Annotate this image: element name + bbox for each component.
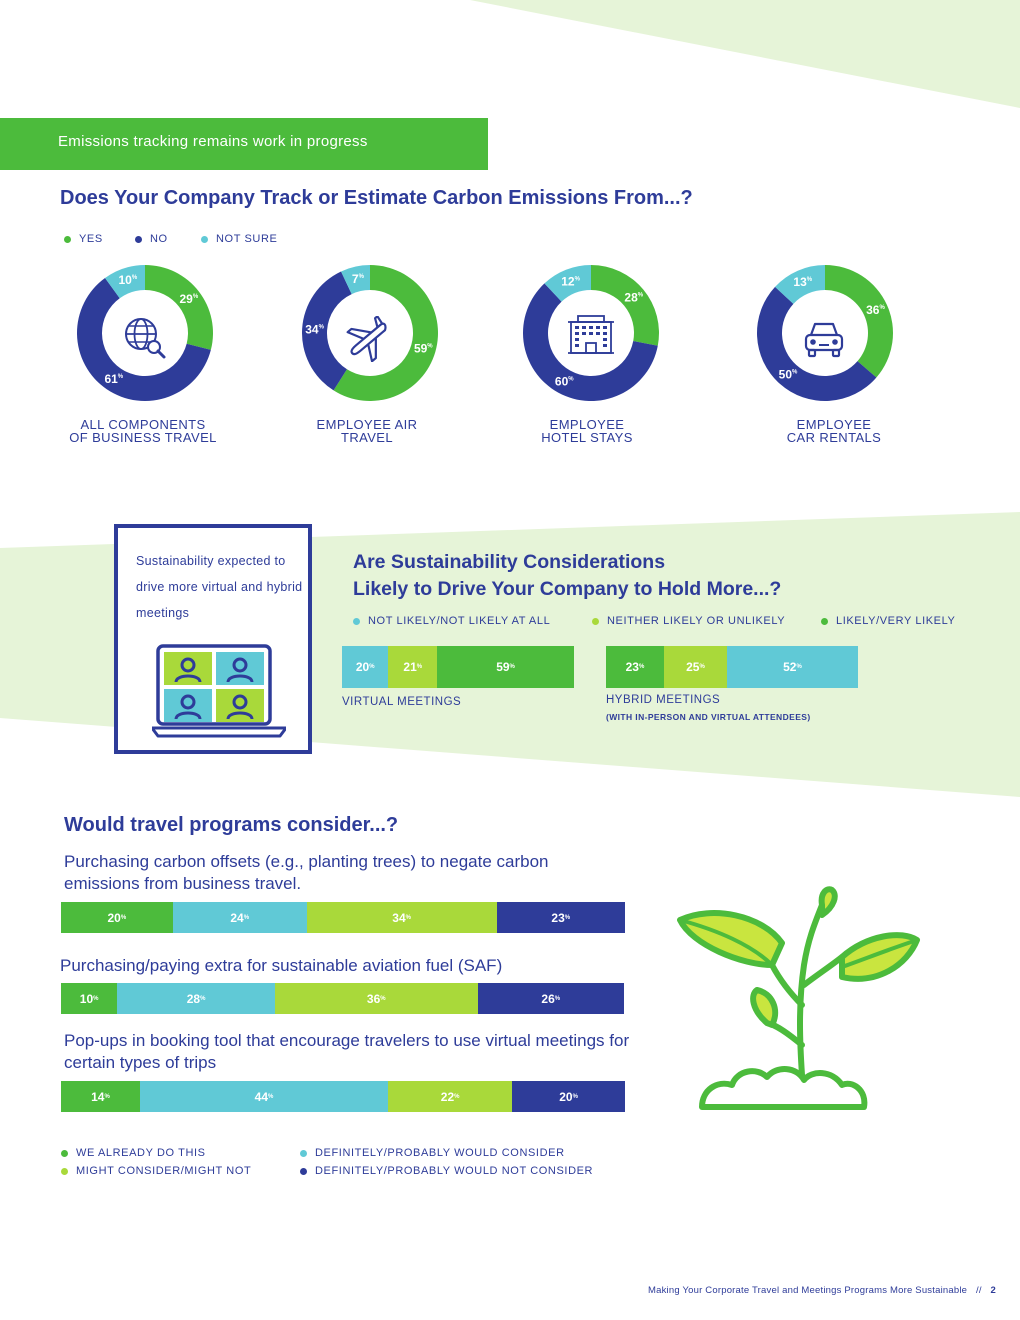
donut-label-line: CAR RENTALS [786, 430, 882, 445]
legend-dot [61, 1150, 68, 1157]
bar-segment: 20 % [61, 902, 173, 933]
legend-label: DEFINITELY/PROBABLY WOULD CONSIDER [315, 1147, 565, 1159]
section1-title: Does Your Company Track or Estimate Carbon Emissions From...? [60, 187, 693, 209]
hybrid-meetings-bar [606, 646, 858, 688]
legend-dot [61, 1168, 68, 1175]
question-popups: Pop-ups in booking tool that encourage travelers to use virtual meetings for certain types of trips [64, 1031, 630, 1072]
bar-segment: 59 % [437, 646, 574, 688]
legend-not-likely [353, 615, 550, 627]
footer-separator: // [975, 1285, 982, 1296]
virtual-meetings-bar [342, 646, 574, 688]
donut-value-label: 10% [118, 273, 138, 288]
section2-title-line: Likely to Drive Your Company to Hold More...? [353, 578, 782, 600]
legend-would-not-consider [300, 1165, 593, 1177]
hybrid-meetings-sublabel: (WITH IN-PERSON AND VIRTUAL ATTENDEES) [606, 712, 811, 722]
callout-box [114, 524, 312, 754]
legend-dot [135, 236, 142, 243]
legend-label: NOT LIKELY/NOT LIKELY AT ALL [368, 615, 551, 627]
legend-label: YES [79, 233, 103, 245]
bar-segment: 26 % [478, 983, 624, 1014]
donut-value-label: 50% [778, 367, 798, 382]
banner-text: Emissions tracking remains work in progress [58, 133, 368, 150]
bar-segment: 21 % [388, 646, 437, 688]
bar-segment: 52 % [727, 646, 858, 688]
bar-segment: 36 % [275, 983, 478, 1014]
virtual-meetings-label: VIRTUAL MEETINGS [342, 696, 462, 708]
donut-label-car-rentals [763, 418, 905, 444]
donut-label-line: TRAVEL [340, 430, 393, 445]
legend-no [135, 233, 168, 245]
bar-segment: 10 % [61, 983, 117, 1014]
legend-label: NOT SURE [216, 233, 278, 245]
bar-segment: 44 % [140, 1081, 388, 1112]
legend-label: WE ALREADY DO THIS [76, 1147, 206, 1159]
hybrid-meetings-label: HYBRID MEETINGS [606, 694, 721, 706]
page-footer [648, 1285, 996, 1296]
bar-segment: 28 % [117, 983, 275, 1014]
legend-label: NEITHER LIKELY OR UNLIKELY [607, 615, 786, 627]
donut-value-label: 59% [413, 341, 433, 356]
bar-segment: 23 % [606, 646, 664, 688]
donut-label-all-components [60, 418, 226, 444]
legend-dot [821, 618, 828, 625]
donut-label-air-travel [296, 418, 438, 444]
donut-value-label: 61% [104, 371, 124, 386]
donut-label-line: EMPLOYEE [549, 417, 625, 432]
legend-label: DEFINITELY/PROBABLY WOULD NOT CONSIDER [315, 1165, 594, 1177]
donut-value-label: 7% [351, 271, 364, 286]
car-icon [802, 320, 846, 358]
legend-dot [353, 618, 360, 625]
callout-text: Sustainability expected to drive more virtual and hybrid meetings [136, 554, 303, 620]
donut-label-line: OF BUSINESS TRAVEL [69, 430, 217, 445]
legend-likely [821, 615, 955, 627]
donut-value-label: 13% [793, 275, 813, 290]
donut-value-label: 36% [866, 302, 885, 317]
bar-segment: 34 % [307, 902, 497, 933]
question-saf: Purchasing/paying extra for sustainable aviation fuel (SAF) [60, 956, 503, 975]
donut-label-line: ALL COMPONENTS [80, 417, 206, 432]
donut-label-line: EMPLOYEE AIR [316, 417, 418, 432]
bar-segment: 20 % [342, 646, 388, 688]
donut-label-hotel-stays [516, 418, 658, 444]
plant-illustration-icon [672, 885, 924, 1115]
bar-segment: 22 % [388, 1081, 512, 1112]
legend-label: LIKELY/VERY LIKELY [836, 615, 956, 627]
bar-segment: 14 % [61, 1081, 140, 1112]
legend-not-sure [201, 233, 277, 245]
bar-segment: 23 % [497, 902, 625, 933]
legend-dot [64, 236, 71, 243]
section3-title: Would travel programs consider...? [64, 814, 399, 836]
legend-would-consider [300, 1147, 565, 1159]
donut-value-label: 12% [561, 274, 580, 289]
bar-segment: 20 % [512, 1081, 625, 1112]
carbon-offsets-bar [61, 902, 625, 933]
popups-bar [61, 1081, 625, 1112]
donut-value-label: 28% [624, 290, 644, 305]
legend-dot [300, 1150, 307, 1157]
donut-value-label: 29% [179, 291, 199, 306]
bar-segment: 25 % [664, 646, 727, 688]
bar-segment: 24 % [173, 902, 307, 933]
video-meeting-laptop-icon [152, 644, 286, 738]
legend-label: NO [150, 233, 168, 245]
legend-already-do [61, 1147, 206, 1159]
footer-text: Making Your Corporate Travel and Meetings Programs More Sustainable [647, 1285, 968, 1296]
legend-dot [201, 236, 208, 243]
donut-label-line: EMPLOYEE [796, 417, 872, 432]
donut-label-line: HOTEL STAYS [541, 430, 633, 445]
airplane-icon [345, 316, 393, 362]
legend-label: MIGHT CONSIDER/MIGHT NOT [76, 1165, 252, 1177]
hotel-icon [566, 315, 616, 355]
donut-value-label: 60% [554, 374, 574, 389]
section2-title [353, 549, 781, 603]
question-carbon-offsets: Purchasing carbon offsets (e.g., planting trees) to negate carbon emissions from business travel. [64, 852, 549, 893]
legend-yes [64, 233, 103, 245]
legend-dot [592, 618, 599, 625]
globe-search-icon [121, 314, 167, 360]
legend-neither [592, 615, 785, 627]
saf-bar [61, 983, 624, 1014]
legend-dot [300, 1168, 307, 1175]
section2-title-line: Are Sustainability Considerations [353, 551, 666, 573]
legend-might-consider [61, 1165, 251, 1177]
donut-value-label: 34% [305, 322, 324, 337]
page-number: 2 [990, 1285, 996, 1296]
